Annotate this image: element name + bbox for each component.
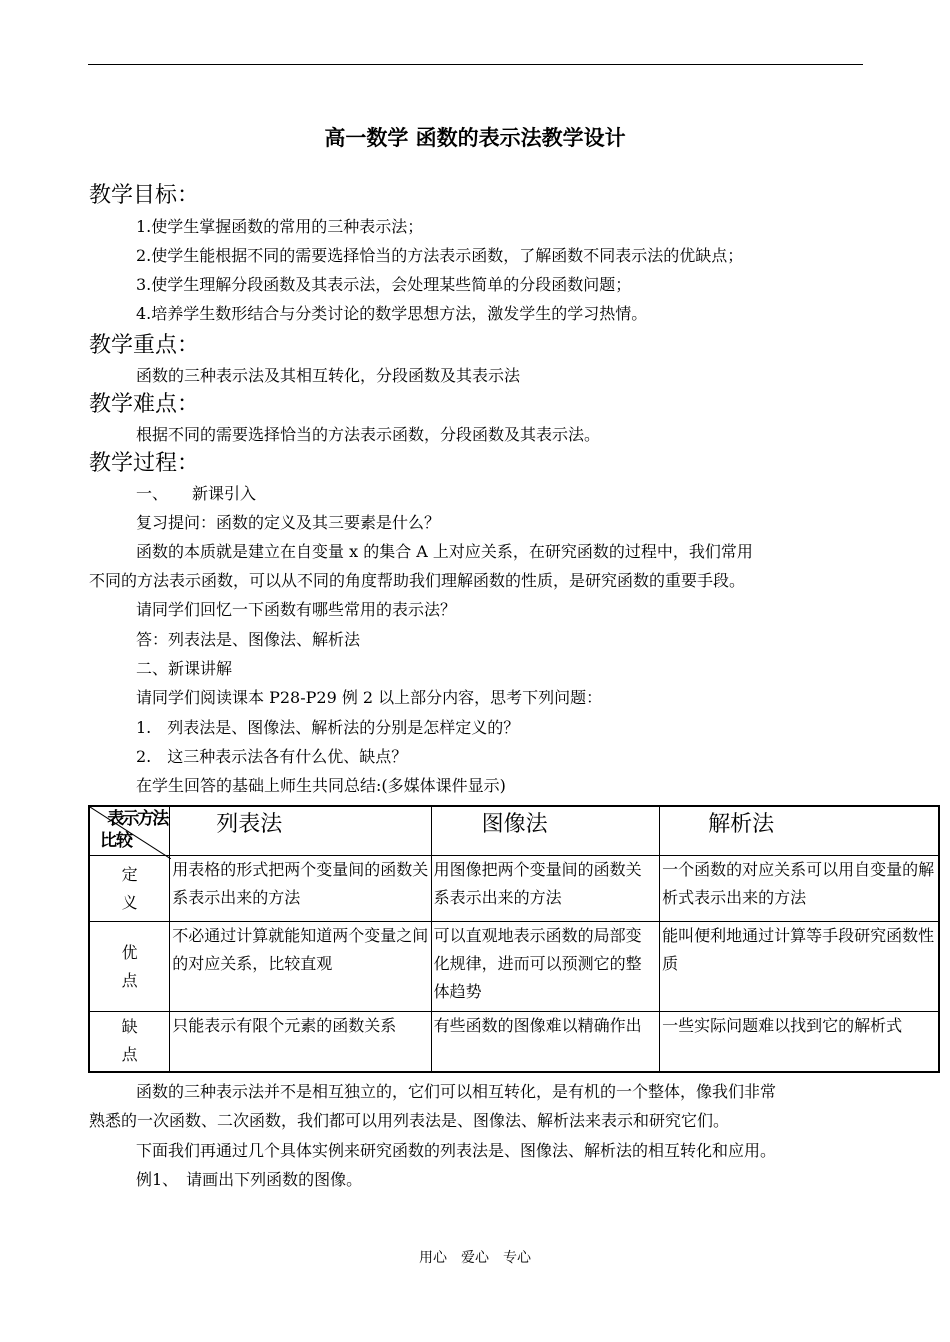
row-label: 定 义: [89, 856, 170, 922]
process-line: 2. 这三种表示法各有什么优、缺点？: [136, 747, 408, 766]
key-heading: 教学重点：: [89, 333, 200, 358]
difficult-text: 根据不同的需要选择恰当的方法表示函数，分段函数及其表示法。: [136, 425, 601, 444]
table-cell: 一些实际问题难以找到它的解析式: [660, 1012, 939, 1072]
row-label: 缺 点: [89, 1012, 170, 1072]
goal-item: 2.使学生能根据不同的需要选择恰当的方法表示函数，了解函数不同表示法的优缺点；: [136, 246, 744, 265]
key-text: 函数的三种表示法及其相互转化，分段函数及其表示法: [136, 366, 521, 385]
goal-item: 3.使学生理解分段函数及其表示法，会处理某些简单的分段函数问题；: [136, 275, 632, 294]
process-line: 二、新课讲解: [136, 659, 233, 678]
column-header: 列表法: [170, 806, 431, 856]
row-label: 优 点: [89, 922, 170, 1012]
table-cell: 用图像把两个变量间的函数关系表示出来的方法: [431, 856, 659, 922]
process-line: 请同学们阅读课本 P28-P29 例 2 以上部分内容，思考下列问题：: [136, 688, 603, 707]
header-rule: [88, 64, 863, 65]
table-cell: 一个函数的对应关系可以用自变量的解析式表示出来的方法: [660, 856, 939, 922]
difficult-heading: 教学难点：: [89, 392, 200, 417]
goals-heading: 教学目标：: [89, 183, 200, 208]
process-line: 一、 新课引入: [136, 484, 257, 503]
table-cell: 可以直观地表示函数的局部变化规律，进而可以预测它的整体趋势: [431, 922, 659, 1012]
process-line: 在学生回答的基础上师生共同总结:(多媒体课件显示): [136, 776, 506, 795]
process-line: 答：列表法是、图像法、解析法: [136, 630, 361, 649]
process-line: 函数的本质就是建立在自变量 x 的集合 A 上对应关系，在研究函数的过程中，我们常用: [136, 542, 753, 561]
process-heading: 教学过程：: [89, 451, 200, 476]
goal-item: 1.使学生掌握函数的常用的三种表示法；: [136, 217, 424, 236]
process-line: 请同学们回忆一下函数有哪些常用的表示法？: [136, 600, 457, 619]
table-cell: 有些函数的图像难以精确作出: [431, 1012, 659, 1072]
table-corner-cell: [89, 806, 170, 856]
table-cell: 只能表示有限个元素的函数关系: [170, 1012, 431, 1072]
page-footer: 用心 爱心 专心: [419, 1250, 531, 1266]
column-header: 图像法: [431, 806, 659, 856]
page-title: 高一数学 函数的表示法教学设计: [324, 126, 626, 150]
paragraph-line: 下面我们再通过几个具体实例来研究函数的列表法是、图像法、解析法的相互转化和应用。: [136, 1141, 777, 1160]
goal-item: 4.培养学生数形结合与分类讨论的数学思想方法，激发学生的学习热情。: [136, 304, 648, 323]
corner-header-compare: 比较: [100, 831, 132, 851]
table-cell: 用表格的形式把两个变量间的函数关系表示出来的方法: [170, 856, 431, 922]
column-header: 解析法: [660, 806, 939, 856]
process-line: 不同的方法表示函数，可以从不同的角度帮助我们理解函数的性质，是研究函数的重要手段。: [89, 571, 746, 590]
paragraph-line: 熟悉的一次函数、二次函数，我们都可以用列表法是、图像法、解析法来表示和研究它们。: [89, 1111, 730, 1130]
corner-header-method: 表示方法: [107, 809, 168, 829]
table-cell: 能叫便利地通过计算等手段研究函数性质: [660, 922, 939, 1012]
process-line: 复习提问：函数的定义及其三要素是什么？: [136, 513, 441, 532]
process-line: 1. 列表法是、图像法、解析法的分别是怎样定义的？: [136, 718, 520, 737]
table-cell: 不必通过计算就能知道两个变量之间的对应关系，比较直观: [170, 922, 431, 1012]
example-line: 例1、 请画出下列函数的图像。: [136, 1170, 363, 1189]
comparison-table: [88, 805, 940, 1073]
paragraph-line: 函数的三种表示法并不是相互独立的，它们可以相互转化，是有机的一个整体，像我们非常: [136, 1082, 777, 1101]
